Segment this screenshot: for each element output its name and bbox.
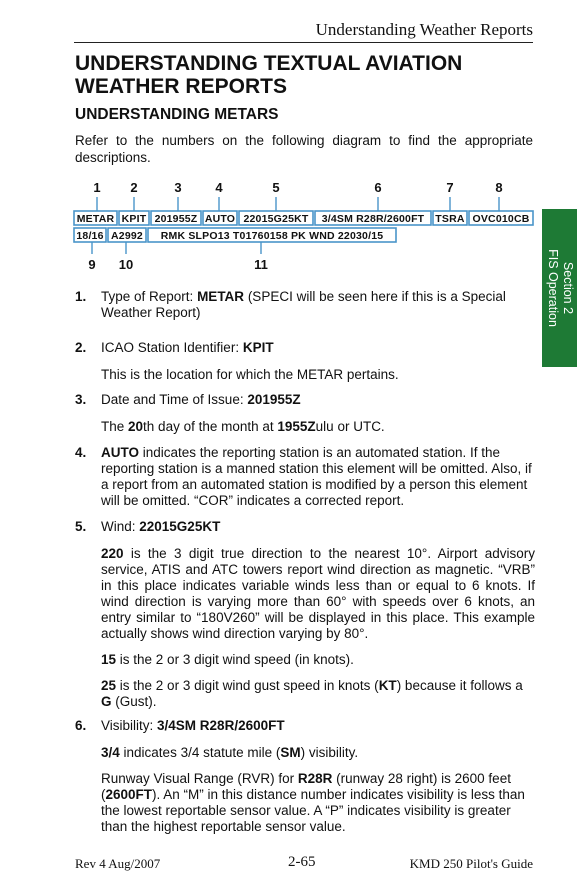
callout-number: 5 — [272, 180, 280, 195]
metar-token: METAR — [76, 213, 115, 225]
item-number: 5. — [75, 519, 87, 534]
item-paragraph: Runway Visual Range (RVR) for R28R (runway 28 right) is 2600 feet (2600FT). An “M” in this distance number indicates visibility is less than the lowest reportable sensor value. A “P” indicates visibility is greater than the highest reportable sensor value. — [101, 771, 525, 834]
item-paragraph: 220 is the 3 digit true direction to the nearest 10°. Airport advisory service, ATIS and ATC towers report wind direction as magnetic. “VRB” in this place indicates variable winds less than or equal to 6 knots. If wind direction is varying more than 60° with speeds over 6 knots, an entry similar to “180V260” will be displayed in this place. This example actually shows wind direction varying by 80°. — [101, 546, 535, 641]
footer-revision: Rev 4 Aug/2007 — [75, 856, 161, 871]
item-description: The 20th day of the month at 1955Zulu or UTC. — [101, 419, 385, 434]
list-item — [75, 289, 535, 321]
metar-token: AUTO — [204, 213, 236, 225]
metar-token: 3/4SM R28R/2600FT — [321, 213, 425, 225]
metar-token: KPIT — [121, 213, 147, 225]
item-label: Type of Report: — [101, 289, 198, 304]
metar-token: 22015G25KT — [243, 213, 309, 225]
item-label: Visibility: — [101, 718, 158, 733]
metar-token: 201955Z — [154, 213, 198, 225]
callout-number: 11 — [254, 257, 268, 272]
item-label: Wind: — [101, 519, 140, 534]
section-tab-line2: FIS Operation — [545, 249, 560, 327]
list-item — [75, 519, 535, 710]
item-paragraph: 3/4 indicates 3/4 statute mile (SM) visibility. — [101, 745, 359, 760]
list-item — [75, 392, 535, 435]
item-label: Date and Time of Issue: — [101, 392, 248, 407]
item-number: 6. — [75, 718, 87, 733]
intro-paragraph: Refer to the numbers on the following diagram to find the appropriate descriptions. — [75, 133, 533, 165]
metar-token: A2992 — [111, 230, 143, 242]
item-value: AUTO — [101, 445, 140, 460]
item-value: 3/4SM R28R/2600FT — [157, 718, 285, 733]
callout-number: 8 — [495, 180, 503, 195]
section-subtitle: UNDERSTANDING METARS — [75, 106, 279, 123]
metar-token: OVC010CB — [472, 213, 530, 225]
page-title: UNDERSTANDING TEXTUAL AVIATION WEATHER REPORTS — [75, 52, 463, 98]
callout-number: 1 — [93, 180, 101, 195]
section-tab — [542, 209, 577, 367]
running-header: Understanding Weather Reports — [315, 20, 533, 39]
callout-number: 2 — [130, 180, 138, 195]
metar-token: RMK SLPO13 T01760158 PK WND 22030/15 — [160, 230, 384, 242]
metar-token: TSRA — [435, 213, 465, 225]
list-item — [75, 445, 535, 509]
callout-number: 10 — [118, 257, 134, 272]
item-value: METAR — [197, 289, 245, 304]
callout-number: 9 — [88, 257, 96, 272]
item-description: This is the location for which the METAR pertains. — [101, 367, 399, 382]
item-label: ICAO Station Identifier: — [101, 340, 243, 355]
item-number: 3. — [75, 392, 87, 407]
item-paragraph: 25 is the 2 or 3 digit wind gust speed in knots (KT) because it follows a G (Gust). — [101, 678, 523, 709]
item-value: KPIT — [242, 340, 274, 355]
metar-token: 18/16 — [76, 230, 104, 242]
header-rule — [74, 42, 533, 43]
item-text: (SPECI will be seen here if this is a Special Weather Report) — [101, 289, 506, 320]
callout-number: 7 — [446, 180, 454, 195]
item-number: 2. — [75, 340, 87, 355]
callout-number: 6 — [374, 180, 382, 195]
item-value: 201955Z — [247, 392, 301, 407]
item-number: 1. — [75, 289, 87, 304]
section-tab-line1: Section 2 — [560, 261, 575, 315]
list-item — [75, 340, 535, 383]
list-item — [75, 718, 535, 835]
metar-diagram — [0, 176, 545, 276]
item-value: 22015G25KT — [139, 519, 221, 534]
callout-number: 3 — [174, 180, 182, 195]
page-number: 2-65 — [288, 854, 316, 870]
item-number: 4. — [75, 445, 87, 460]
callout-number: 4 — [215, 180, 223, 195]
item-paragraph: 15 is the 2 or 3 digit wind speed (in knots). — [101, 652, 354, 667]
footer-guide-title: KMD 250 Pilot's Guide — [409, 856, 533, 871]
item-text: indicates the reporting station is an automated station. If the reporting station is a manned station this element will be omitted. Also, if a report from an automated station is modified by a person this element will be omitted. “COR” indicates a corrected report. — [101, 445, 532, 508]
